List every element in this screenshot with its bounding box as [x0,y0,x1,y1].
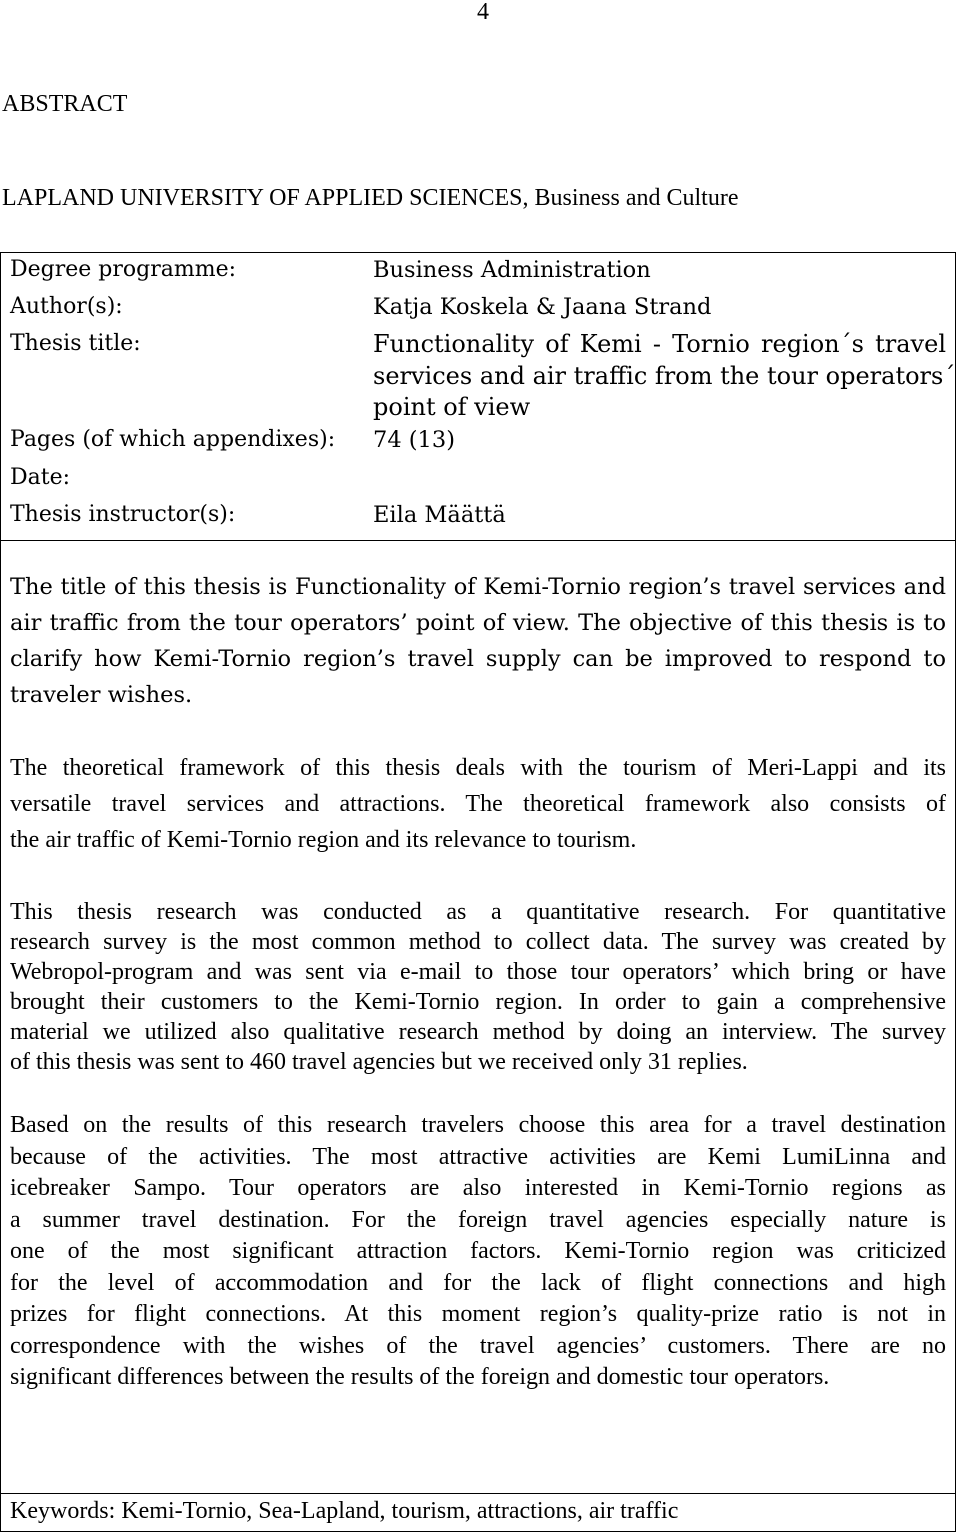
paragraph-1-line: clarify how Kemi-Tornio region’s travel supply can be improved to respond to [10,646,946,672]
paragraph-3-line: This thesis research was conducted as a quantitative research. For quantitative [10,899,946,925]
paragraph-4-line: Based on the results of this research travelers choose this area for a travel destination [10,1112,946,1138]
paragraph-1-line: air traffic from the tour operators’ point of view. The objective of this thesis is to [10,610,946,636]
instructor-label: Thesis instructor(s): [10,502,236,527]
pages-label: Pages (of which appendixes): [10,427,336,452]
author-value: Katja Koskela & Jaana Strand [373,294,712,320]
degree-label: Degree programme: [10,257,237,282]
institution-line: LAPLAND UNIVERSITY OF APPLIED SCIENCES, Business and Culture [2,185,739,211]
thesis-title-line: point of view [373,393,531,421]
paragraph-4-line: icebreaker Sampo. Tour operators are also interested in Kemi-Tornio regions as [10,1175,946,1201]
author-label: Author(s): [10,294,123,319]
paragraph-3-line: of this thesis was sent to 460 travel agencies but we received only 31 replies. [10,1049,748,1075]
thesis-title-line: services and air traffic from the tour operators´ [373,362,956,390]
paragraph-4-line: a summer travel destination. For the foreign travel agencies especially nature is [10,1207,946,1233]
paragraph-4-line: because of the activities. The most attractive activities are Kemi LumiLinna and [10,1144,946,1170]
degree-value: Business Administration [373,257,651,283]
paragraph-4-line: prizes for flight connections. At this moment region’s quality-prize ratio is not in [10,1301,946,1327]
abstract-heading: ABSTRACT [2,91,128,117]
paragraph-2-line: versatile travel services and attractions. The theoretical framework also consists of [10,791,946,817]
paragraph-2-line: The theoretical framework of this thesis deals with the tourism of Meri-Lappi and its [10,755,946,781]
paragraph-4-line: for the level of accommodation and for the lack of flight connections and high [10,1270,946,1296]
paragraph-3-line: brought their customers to the Kemi-Tornio region. In order to gain a comprehensive [10,989,946,1015]
instructor-value: Eila Määttä [373,502,506,528]
paragraph-1-line: traveler wishes. [10,682,193,708]
pages-value: 74 (13) [373,427,455,453]
thesis-title-line: Functionality of Kemi - Tornio region´s travel [373,330,946,358]
paragraph-3-line: research survey is the most common method to collect data. The survey was created by [10,929,946,955]
title-label: Thesis title: [10,331,141,356]
paragraph-3-line: material we utilized also qualitative research method by doing an interview. The survey [10,1019,946,1045]
paragraph-2-line: the air traffic of Kemi-Tornio region and its relevance to tourism. [10,827,637,853]
paragraph-4-line: significant differences between the results of the foreign and domestic tour operators. [10,1364,830,1390]
paragraph-4-line: correspondence with the wishes of the travel agencies’ customers. There are no [10,1333,946,1359]
paragraph-4-line: one of the most significant attraction factors. Kemi-Tornio region was criticized [10,1238,946,1264]
keywords-line: Keywords: Kemi-Tornio, Sea-Lapland, tourism, attractions, air traffic [10,1498,679,1524]
page-number: 4 [477,0,489,25]
paragraph-1-line: The title of this thesis is Functionality of Kemi-Tornio region’s travel services and [10,574,946,600]
date-label: Date: [10,465,71,490]
paragraph-3-line: Webropol-program and was sent via e-mail to those tour operators’ which bring or have [10,959,946,985]
